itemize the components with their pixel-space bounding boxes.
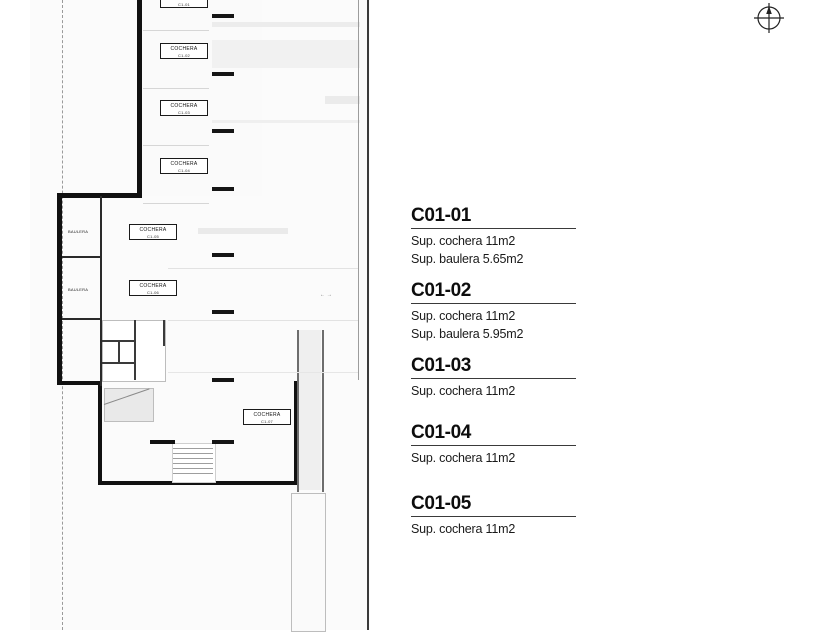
stall-divider-tick <box>212 187 234 191</box>
stall-code-text: C1-04 <box>178 167 190 173</box>
shaft-fill <box>299 330 321 490</box>
aisle-band-mid-3 <box>168 320 358 321</box>
unit-name: C01-03 <box>411 355 471 377</box>
baulera-label: BAULERA <box>68 229 89 234</box>
stall-divider-tick <box>212 129 234 133</box>
stall-label <box>129 280 177 296</box>
aisle-band-upper-2 <box>212 40 360 68</box>
hatch-line <box>143 145 209 146</box>
stair-tread <box>173 468 213 469</box>
shaft-bottom-right <box>291 493 326 632</box>
wall-bottom-left <box>57 381 101 385</box>
stair-core-wall-4 <box>134 320 136 380</box>
stall-label <box>160 0 208 8</box>
stair-tread <box>173 453 213 454</box>
partition-baulera-1 <box>62 256 102 258</box>
wall-right-boundary <box>367 0 369 630</box>
unit-name: C01-02 <box>411 280 471 302</box>
unit-name: C01-05 <box>411 493 471 515</box>
aisle-band-mid-4 <box>168 372 358 373</box>
wall-right-inner <box>358 0 359 380</box>
stall-code-text: C1-05 <box>147 233 159 239</box>
stall-label <box>243 409 291 425</box>
unit-name: C01-04 <box>411 422 471 444</box>
stall-label-text: COCHERA <box>139 283 167 289</box>
unit-rule <box>411 445 576 446</box>
stair-core-wall-5 <box>163 320 165 346</box>
hatch-line <box>143 30 209 31</box>
unit-area-baulera: Sup. baulera 5.95m2 <box>411 327 524 342</box>
legend-unit <box>411 355 671 400</box>
stall-divider-tick <box>212 378 234 382</box>
stall-divider-tick <box>212 14 234 18</box>
stair-tread <box>173 448 213 449</box>
wall-core-left <box>98 381 102 485</box>
stall-label <box>129 224 177 240</box>
stall-label-text: COCHERA <box>170 103 198 109</box>
legend-unit <box>411 205 671 268</box>
unit-rule <box>411 303 576 304</box>
stall-label-text: COCHERA <box>170 161 198 167</box>
stall-code-text: C1-07 <box>261 418 273 424</box>
hatch-line <box>143 203 209 204</box>
stair-landing-wall <box>150 440 175 444</box>
hatch-line <box>143 88 209 89</box>
unit-name: C01-01 <box>411 205 471 226</box>
elevator-box <box>104 388 154 422</box>
stall-label <box>160 100 208 116</box>
stall-label <box>160 43 208 59</box>
unit-rule <box>411 228 576 229</box>
stall-divider-tick <box>212 253 234 257</box>
floor-plan <box>0 0 400 630</box>
stair-tread <box>173 458 213 459</box>
partition-baulera-2 <box>62 318 102 320</box>
unit-schedule-legend <box>411 205 671 546</box>
unit-area-cochera: Sup. cochera 11m2 <box>411 451 516 465</box>
dimension-tick-mid: ← → <box>320 292 332 298</box>
stall-label <box>160 158 208 174</box>
shaft-wall-right <box>322 330 324 492</box>
stair-core-wall-3 <box>102 362 134 364</box>
baulera-label: BAULERA <box>68 287 89 292</box>
shaft-wall-left <box>297 330 299 492</box>
unit-rule <box>411 516 576 517</box>
stair-core-wall-2 <box>118 342 120 364</box>
stall-code-text: C1-06 <box>147 289 159 295</box>
stall-divider-tick <box>212 72 234 76</box>
stall-code-text: C1-02 <box>178 52 190 58</box>
stall-label-text: COCHERA <box>170 46 198 52</box>
stall-code-text: C1-01 <box>178 1 190 7</box>
aisle-band-upper <box>212 22 360 27</box>
aisle-band-mid-1 <box>198 228 288 234</box>
unit-area-cochera: Sup. cochera 11m2 <box>411 521 516 536</box>
aisle-band-upper-4 <box>212 120 360 123</box>
wall-left-upper <box>137 0 142 196</box>
wall-left-outer-2 <box>57 319 62 385</box>
stall-label-text: COCHERA <box>253 412 281 418</box>
unit-area-cochera: Sup. cochera 11m2 <box>411 233 516 248</box>
stall-divider-tick <box>212 310 234 314</box>
stall-code-text: C1-03 <box>178 109 190 115</box>
aisle-band-mid-2 <box>168 268 358 269</box>
aisle-band-upper-3 <box>325 96 360 104</box>
legend-unit <box>411 422 671 467</box>
stall-label-text: COCHERA <box>139 227 167 233</box>
north-arrow-icon <box>751 0 787 36</box>
unit-area-baulera: Sup. baulera 5.65m2 <box>411 251 524 266</box>
unit-area-cochera: Sup. cochera 11m2 <box>411 308 516 323</box>
legend-unit <box>411 280 671 343</box>
stair-tread <box>173 463 213 464</box>
stair-tread <box>173 473 213 474</box>
unit-rule <box>411 378 576 379</box>
property-line-dashed <box>62 0 63 630</box>
stall-label-text <box>161 0 207 1</box>
unit-area-cochera: Sup. cochera 11m2 <box>411 384 516 399</box>
legend-unit <box>411 493 671 538</box>
stall-divider-tick <box>212 440 234 444</box>
